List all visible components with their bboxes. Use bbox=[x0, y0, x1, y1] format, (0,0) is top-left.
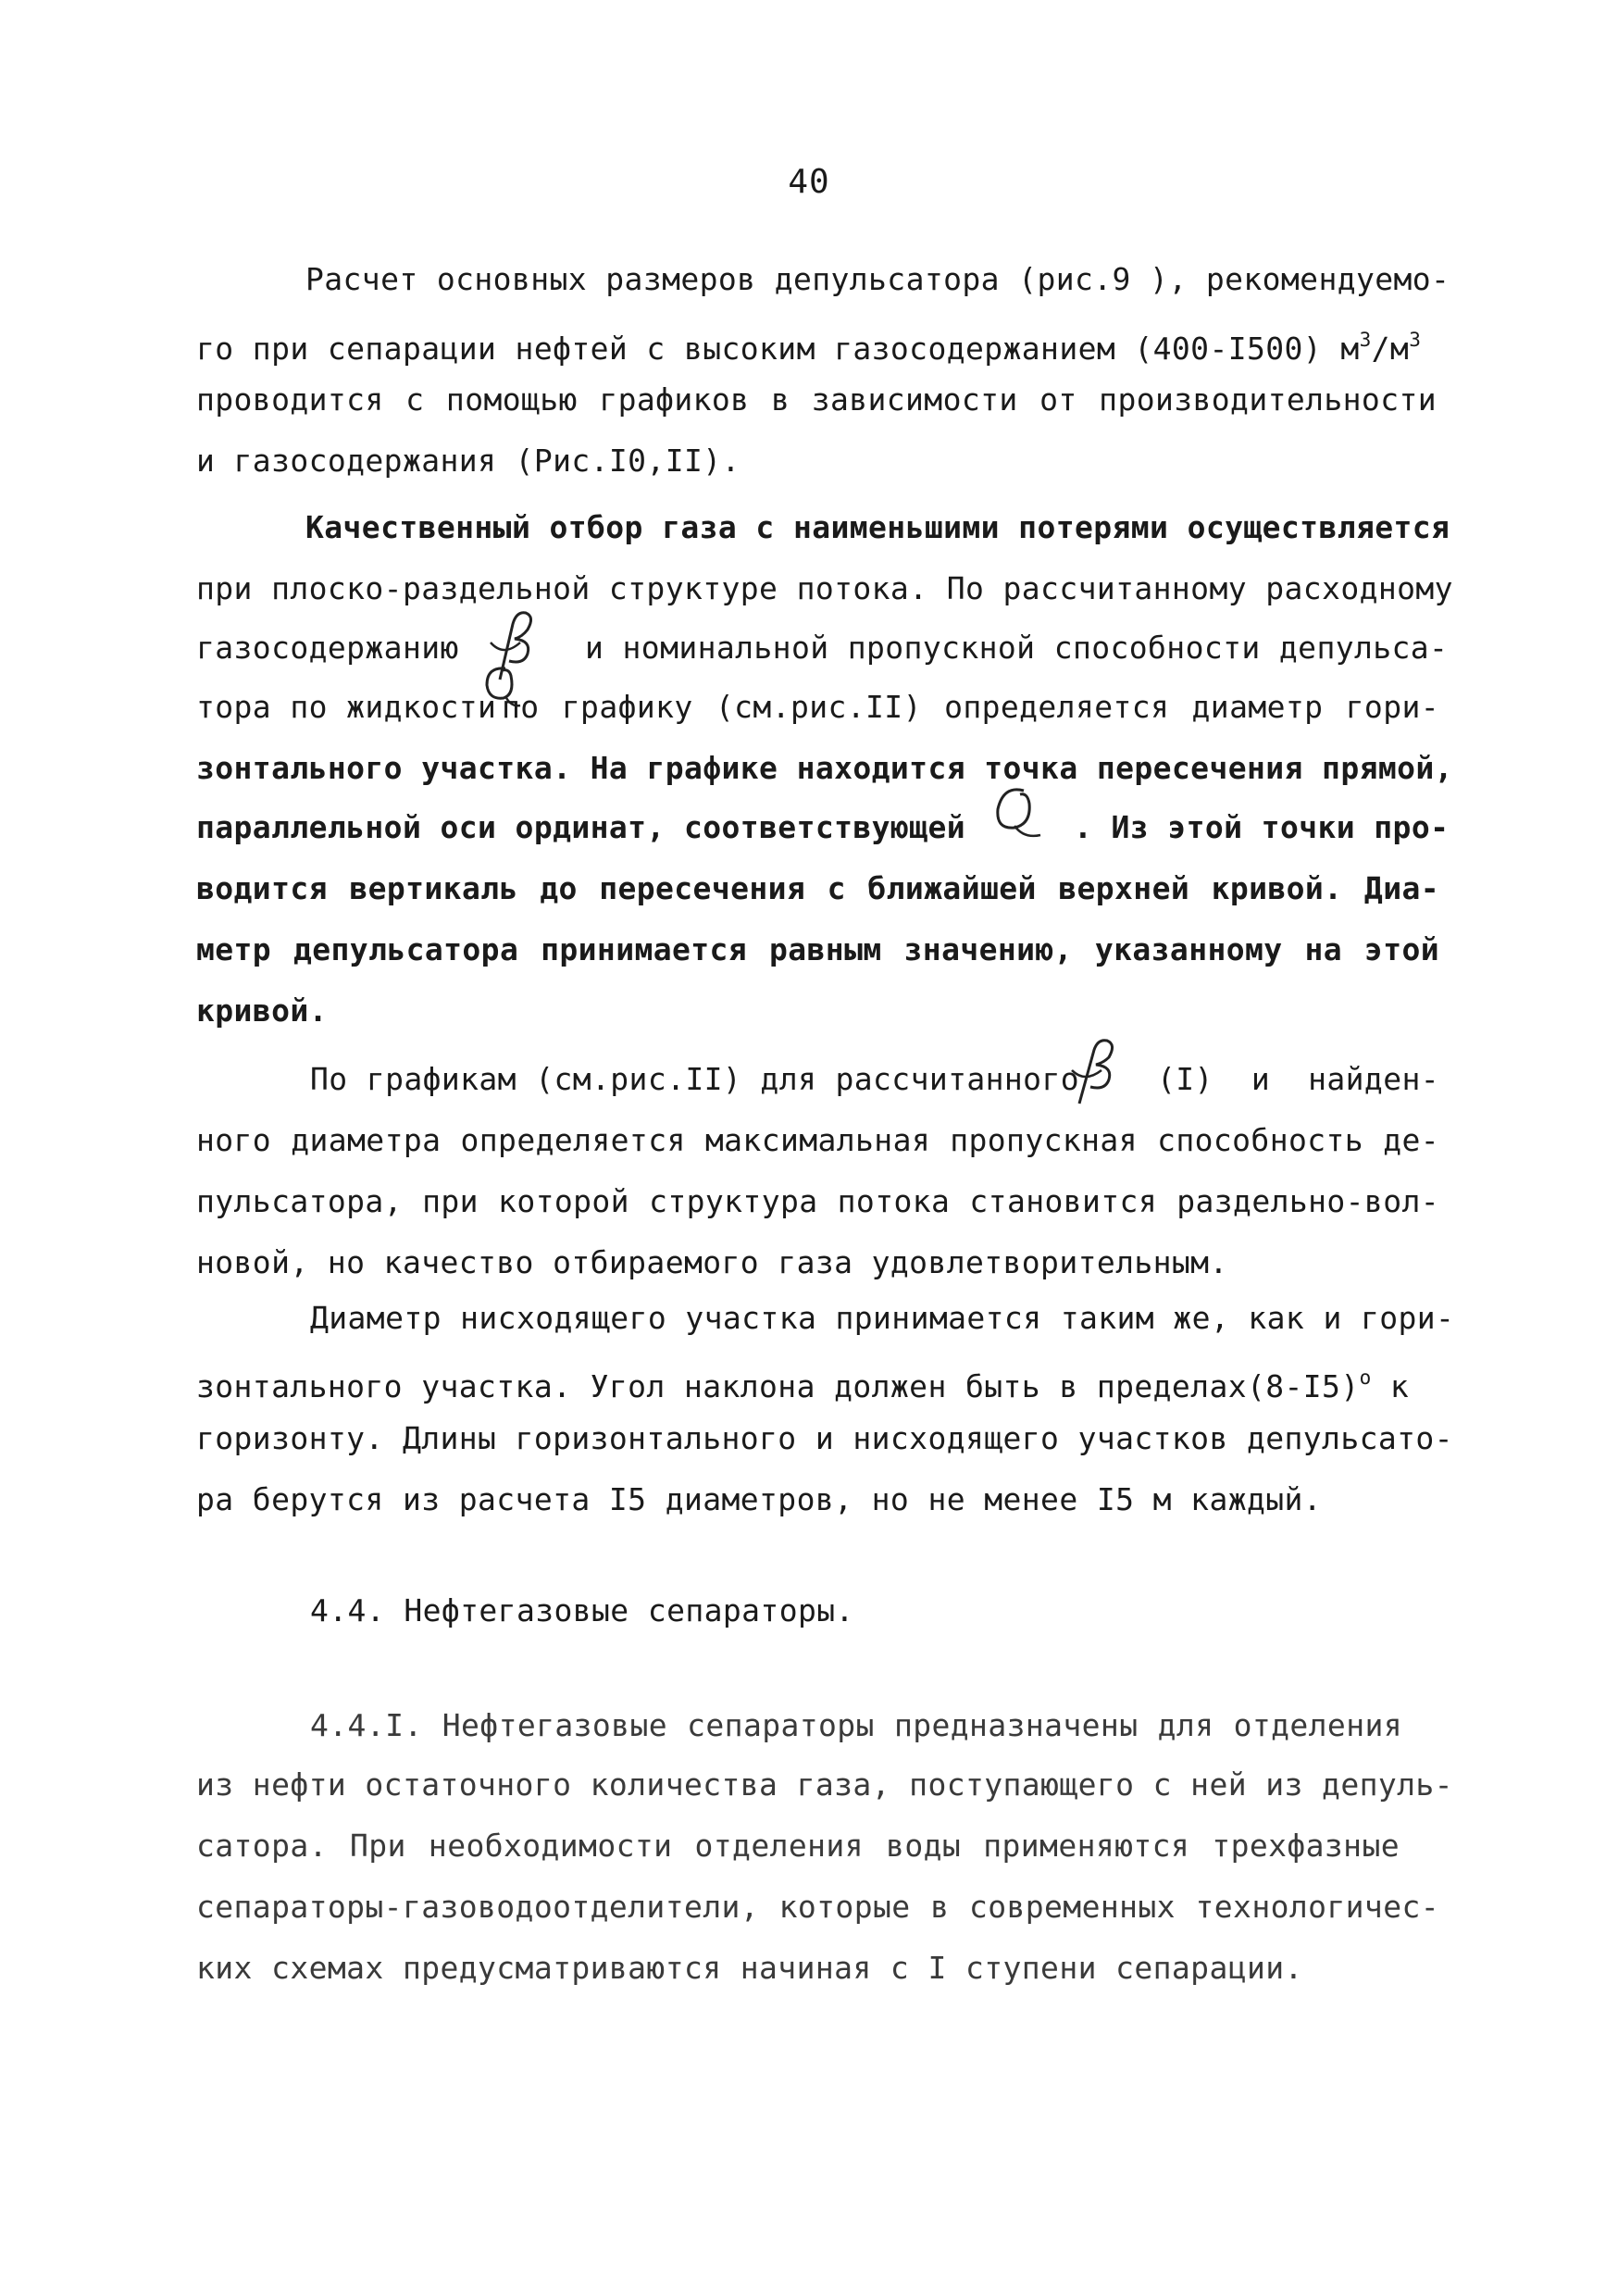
text-line: и номинальной пропускной способности депульса- bbox=[585, 630, 1449, 666]
text-line: (I) и найден- bbox=[1157, 1061, 1439, 1097]
beta-symbol-handwritten bbox=[481, 613, 565, 661]
text-line: ра берутся из расчета I5 диаметров, но не менее I5 м каждый. bbox=[196, 1481, 1323, 1517]
text-line: из нефти остаточного количества газа, поступающего с ней из депуль- bbox=[196, 1766, 1453, 1803]
beta-symbol-handwritten bbox=[1064, 1042, 1148, 1091]
text-line: проводится с помощью графиков в зависимости от производительности bbox=[196, 381, 1437, 418]
text-line: го при сепарации нефтей с высоким газосодержанием (400-I500) $м^3/м^3$ bbox=[196, 329, 1422, 367]
text-line: водится вертикаль до пересечения с ближайшей верхней кривой. Диа- bbox=[196, 870, 1439, 906]
text-line: пульсатора, при которой структура потока становится раздельно-вол- bbox=[196, 1183, 1439, 1219]
text-line: газосодержанию bbox=[196, 630, 459, 666]
text-line: Расчет основных размеров депульсатора (рис.9 ), рекомендуемо- bbox=[305, 261, 1450, 297]
section-heading: 4.4. Нефтегазовые сепараторы. bbox=[310, 1592, 854, 1628]
text-line: параллельной оси ординат, соответствующей bbox=[196, 809, 965, 845]
text-line: при плоско-раздельной структуре потока. По рассчитанному расходному bbox=[196, 570, 1453, 606]
text-line: сепараторы-газоводоотделители, которые в современных технологичес- bbox=[196, 1889, 1439, 1925]
text-line: горизонту. Длины горизонтального и нисходящего участков депульсато- bbox=[196, 1420, 1453, 1456]
text-line: новой, но качество отбираемого газа удовлетворительным. bbox=[196, 1244, 1228, 1280]
text-line: . Из этой точки про- bbox=[1074, 809, 1450, 845]
text-line: по графику (см.рис.II) определяется диаметр гори- bbox=[502, 689, 1439, 725]
text-line: зонтального участка. На графике находится точка пересечения прямой, bbox=[196, 750, 1453, 786]
text-line: тора по жидкости bbox=[196, 689, 497, 725]
text-line: метр депульсатора принимается равным значению, указанному на этой bbox=[196, 931, 1439, 967]
text-line: ких схемах предусматриваются начиная с I ступени сепарации. bbox=[196, 1950, 1303, 1986]
text-line: Качественный отбор газа с наименьшими потерями осуществляется bbox=[305, 509, 1450, 545]
text-line: и газосодержания (Рис.I0,II). bbox=[196, 443, 741, 479]
text-line: зонтального участка. Угол наклона должен быть в $пределах(8-I5)^о$ к bbox=[196, 1366, 1410, 1404]
text-line: ного диаметра определяется максимальная пропускная способность де- bbox=[196, 1122, 1439, 1158]
text-line: 4.4.I. Нефтегазовые сепараторы предназначены для отделения bbox=[310, 1707, 1402, 1743]
text-line: кривой. bbox=[196, 992, 328, 1029]
text-line: Диаметр нисходящего участка принимается таким же, как и гори- bbox=[310, 1300, 1455, 1336]
q-symbol-handwritten bbox=[983, 789, 1066, 837]
text-line: По графикам (см.рис.II) для рассчитанного bbox=[310, 1061, 1079, 1097]
page-number: 40 bbox=[788, 163, 830, 201]
text-line: сатора. При необходимости отделения воды применяются трехфазные bbox=[196, 1828, 1400, 1864]
